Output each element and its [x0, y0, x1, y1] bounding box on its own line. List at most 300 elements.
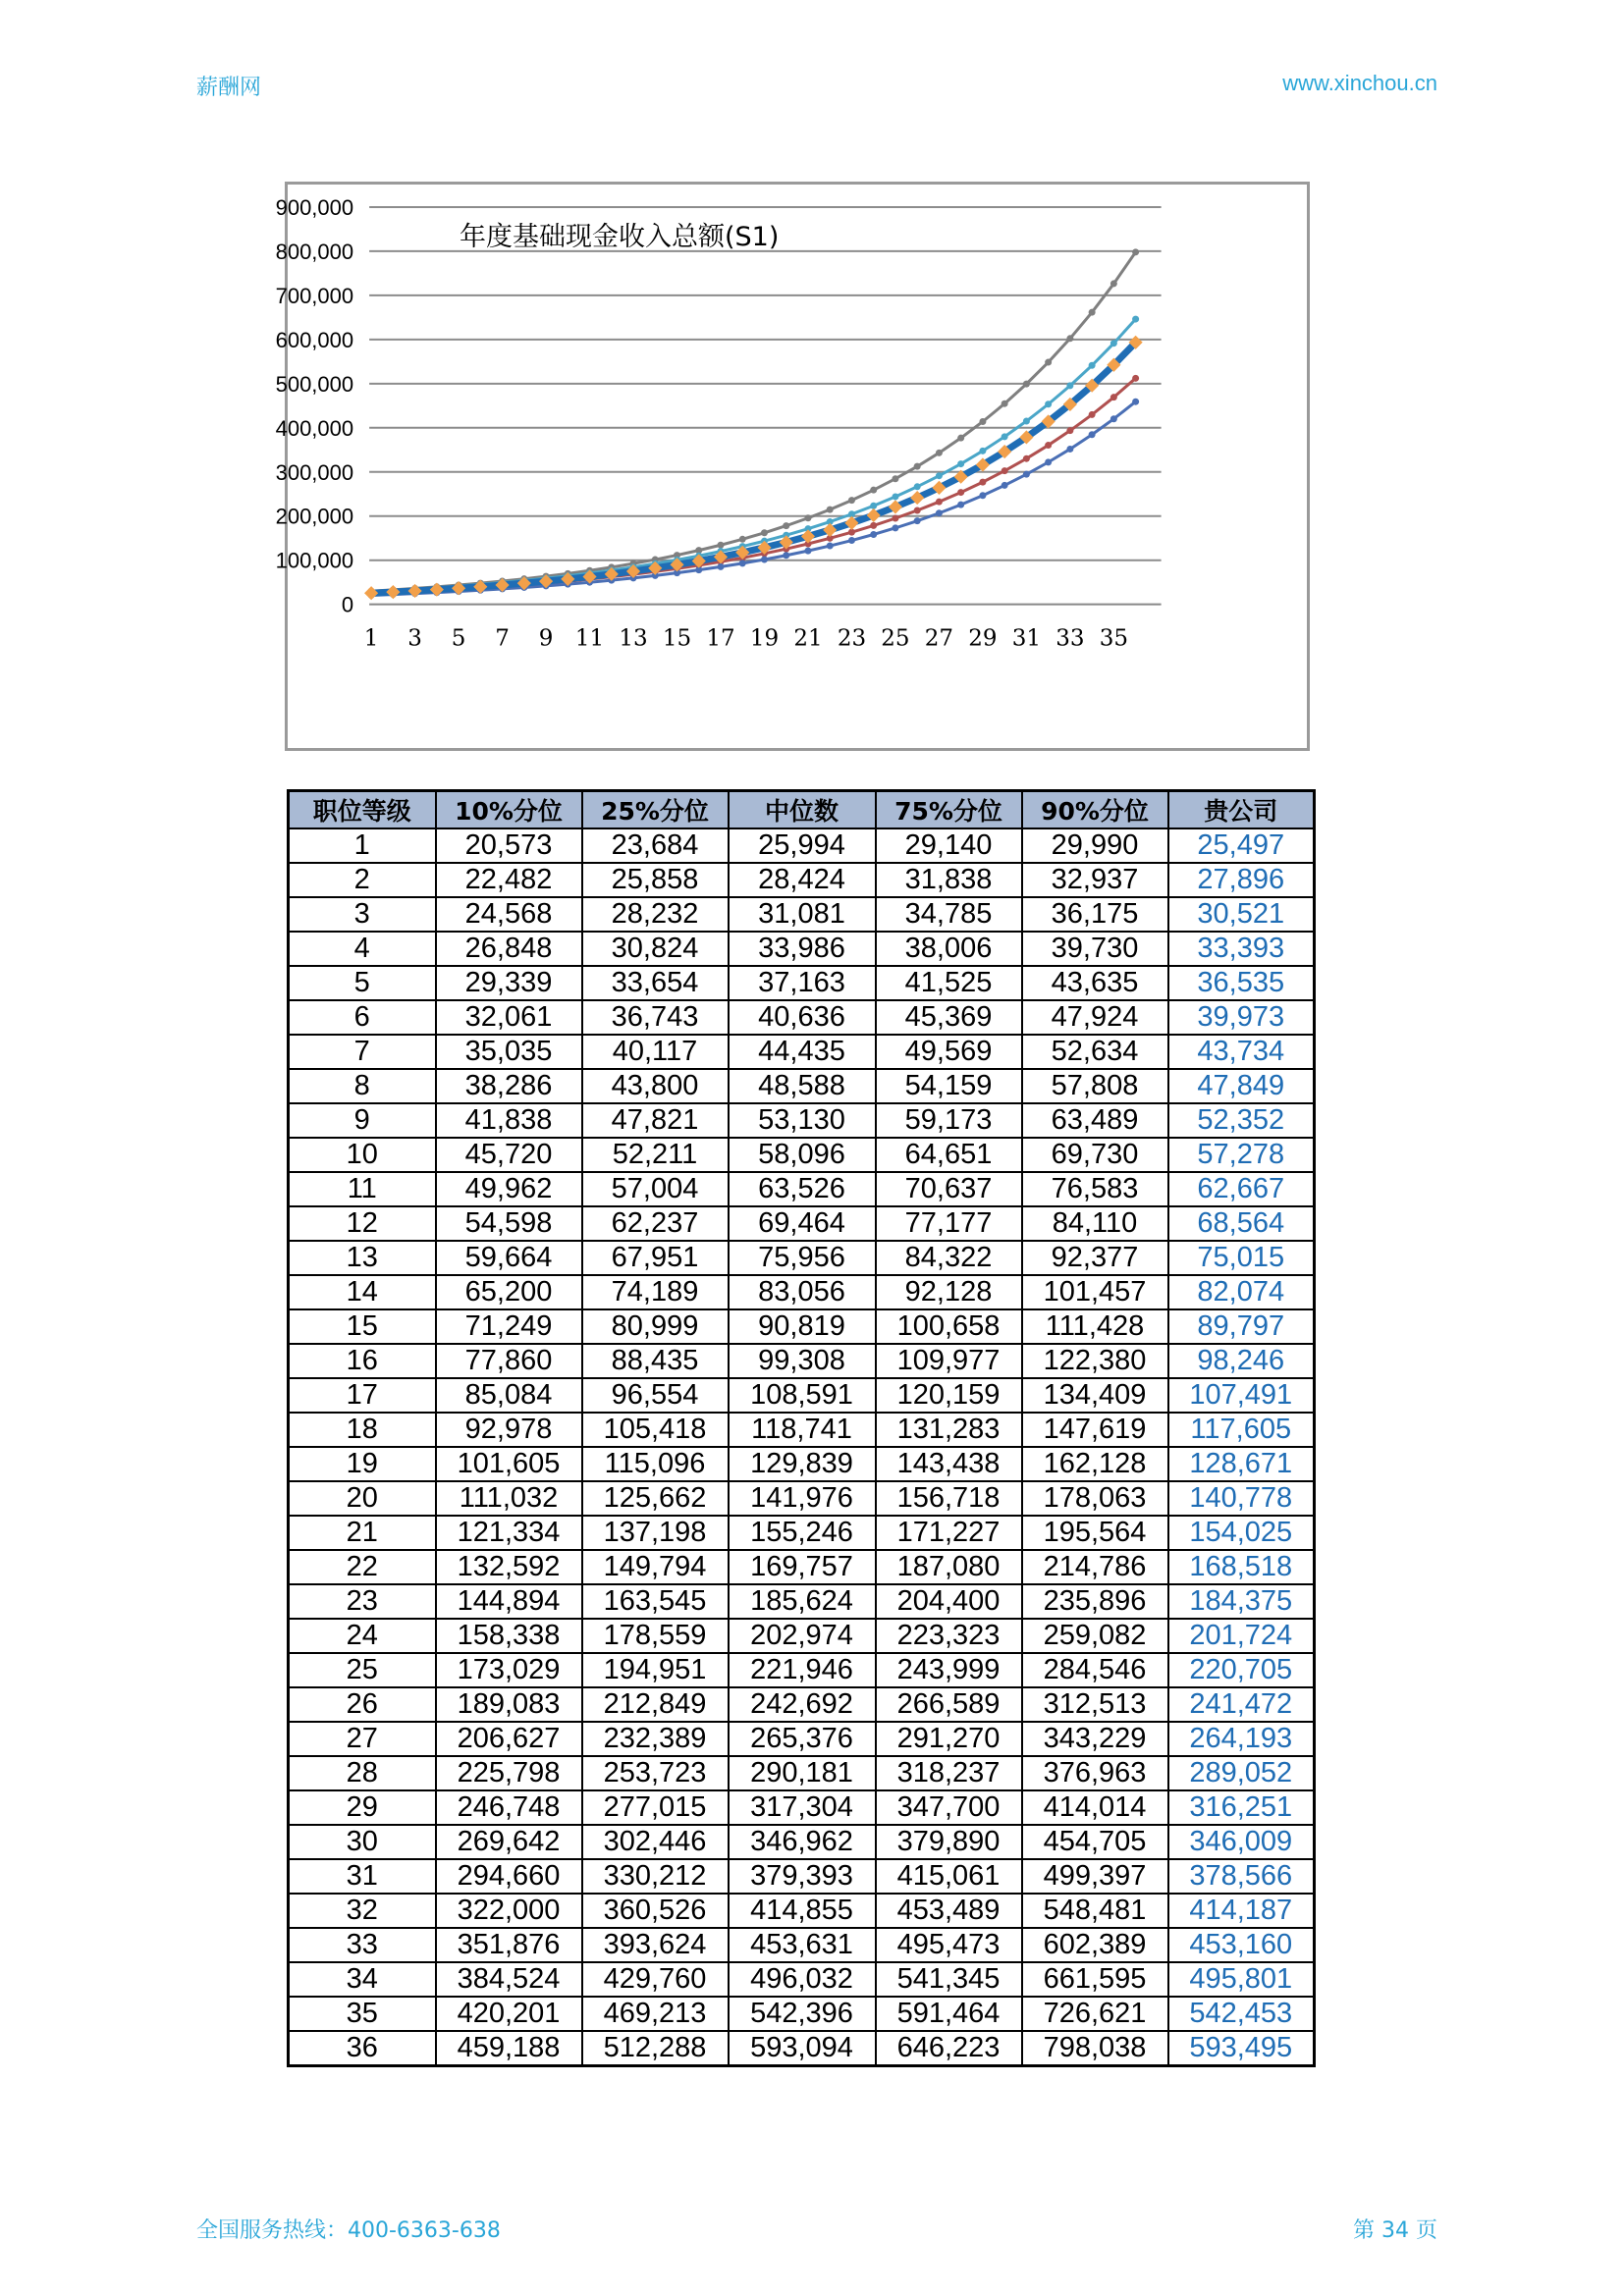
table-cell: 75,956 [729, 1241, 876, 1275]
site-url[interactable]: www.xinchou.cn [1282, 71, 1437, 95]
data-point-p10 [1110, 415, 1117, 422]
table-cell: 40,117 [582, 1035, 729, 1069]
table-cell: 1 [289, 828, 436, 863]
table-cell: 25,994 [729, 828, 876, 863]
table-cell: 128,671 [1168, 1447, 1315, 1481]
table-row [289, 1035, 1315, 1069]
table-cell: 54,159 [876, 1069, 1022, 1103]
table-cell: 45,369 [876, 1000, 1022, 1035]
table-cell: 155,246 [729, 1516, 876, 1550]
table-cell: 10 [289, 1138, 436, 1172]
table-cell: 22 [289, 1550, 436, 1584]
table-cell: 158,338 [436, 1619, 582, 1653]
table-cell: 34,785 [876, 897, 1022, 932]
table-cell: 317,304 [729, 1790, 876, 1825]
column-header: 75%分位 [876, 791, 1022, 829]
table-row [289, 1241, 1315, 1275]
table-cell: 57,808 [1022, 1069, 1168, 1103]
table-cell: 542,453 [1168, 1997, 1315, 2031]
table-cell: 194,951 [582, 1653, 729, 1687]
table-cell: 33 [289, 1928, 436, 1962]
table-cell: 195,564 [1022, 1516, 1168, 1550]
y-tick-label: 0 [341, 592, 354, 617]
table-row [289, 1275, 1315, 1309]
table-cell: 101,605 [436, 1447, 582, 1481]
table-cell: 14 [289, 1275, 436, 1309]
table-cell: 125,662 [582, 1481, 729, 1516]
table-row [289, 1206, 1315, 1241]
table-cell: 59,664 [436, 1241, 582, 1275]
table-row [289, 1653, 1315, 1687]
data-point-p75 [1023, 418, 1030, 425]
table-cell: 28,424 [729, 863, 876, 897]
table-cell: 62,237 [582, 1206, 729, 1241]
data-point-p90 [936, 450, 943, 456]
table-cell: 12 [289, 1206, 436, 1241]
table-cell: 31,838 [876, 863, 1022, 897]
table-cell: 156,718 [876, 1481, 1022, 1516]
data-point-p90 [783, 522, 789, 529]
data-point-p10 [914, 517, 921, 524]
table-cell: 36 [289, 2031, 436, 2066]
table-cell: 121,334 [436, 1516, 582, 1550]
data-point-company [386, 585, 400, 599]
table-row [289, 1138, 1315, 1172]
table-cell: 68,564 [1168, 1206, 1315, 1241]
y-tick-label: 500,000 [275, 371, 354, 397]
table-cell: 202,974 [729, 1619, 876, 1653]
table-cell: 214,786 [1022, 1550, 1168, 1584]
x-tick-label: 35 [1099, 625, 1129, 652]
table-cell: 49,569 [876, 1035, 1022, 1069]
table-cell: 265,376 [729, 1722, 876, 1756]
data-point-p25 [892, 515, 898, 522]
table-cell: 64,651 [876, 1138, 1022, 1172]
table-cell: 134,409 [1022, 1378, 1168, 1413]
data-point-p90 [804, 514, 811, 521]
table-cell: 726,621 [1022, 1997, 1168, 2031]
table-row [289, 1825, 1315, 1859]
table-cell: 593,094 [729, 2031, 876, 2066]
table-cell: 171,227 [876, 1516, 1022, 1550]
table-row [289, 1997, 1315, 2031]
table-cell: 54,598 [436, 1206, 582, 1241]
table-row [289, 1619, 1315, 1653]
table-cell: 206,627 [436, 1722, 582, 1756]
salary-table [287, 789, 1316, 2067]
table-cell: 291,270 [876, 1722, 1022, 1756]
table-row [289, 1069, 1315, 1103]
data-point-p25 [1110, 394, 1117, 400]
data-point-p25 [1001, 467, 1008, 474]
table-cell: 36,743 [582, 1000, 729, 1035]
table-cell: 269,642 [436, 1825, 582, 1859]
table-cell: 132,592 [436, 1550, 582, 1584]
table-cell: 144,894 [436, 1584, 582, 1619]
table-cell: 34 [289, 1962, 436, 1997]
table-cell: 15 [289, 1309, 436, 1344]
data-point-company [430, 583, 444, 597]
table-cell: 330,212 [582, 1859, 729, 1894]
table-cell: 26,848 [436, 932, 582, 966]
table-cell: 53,130 [729, 1103, 876, 1138]
table-cell: 32,937 [1022, 863, 1168, 897]
table-row [289, 1756, 1315, 1790]
table-cell: 40,636 [729, 1000, 876, 1035]
table-cell: 20 [289, 1481, 436, 1516]
table-header-row [289, 791, 1315, 829]
table-cell: 246,748 [436, 1790, 582, 1825]
data-point-p75 [979, 448, 986, 454]
table-cell: 420,201 [436, 1997, 582, 2031]
table-cell: 284,546 [1022, 1653, 1168, 1687]
table-cell: 593,495 [1168, 2031, 1315, 2066]
data-point-p10 [870, 531, 877, 538]
table-cell: 212,849 [582, 1687, 729, 1722]
table-cell: 602,389 [1022, 1928, 1168, 1962]
table-cell: 120,159 [876, 1378, 1022, 1413]
table-cell: 83,056 [729, 1275, 876, 1309]
table-cell: 360,526 [582, 1894, 729, 1928]
table-cell: 23 [289, 1584, 436, 1619]
y-tick-label: 800,000 [275, 239, 354, 264]
table-cell: 5 [289, 966, 436, 1000]
table-cell: 264,193 [1168, 1722, 1315, 1756]
data-point-p10 [804, 548, 811, 555]
table-cell: 318,237 [876, 1756, 1022, 1790]
table-cell: 343,229 [1022, 1722, 1168, 1756]
chart-title: 年度基础现金收入总额(S1) [460, 222, 780, 252]
table-cell: 47,821 [582, 1103, 729, 1138]
y-tick-label: 200,000 [275, 504, 354, 529]
table-cell: 28,232 [582, 897, 729, 932]
table-cell: 90,819 [729, 1309, 876, 1344]
table-cell: 17 [289, 1378, 436, 1413]
table-cell: 414,014 [1022, 1790, 1168, 1825]
table-cell: 22,482 [436, 863, 582, 897]
data-point-p90 [761, 529, 768, 536]
income-chart [275, 182, 1310, 751]
table-cell: 454,705 [1022, 1825, 1168, 1859]
data-point-p75 [870, 503, 877, 509]
table-cell: 38,286 [436, 1069, 582, 1103]
table-cell: 18 [289, 1413, 436, 1447]
table-cell: 11 [289, 1172, 436, 1206]
table-cell: 204,400 [876, 1584, 1022, 1619]
table-cell: 52,352 [1168, 1103, 1315, 1138]
data-point-p90 [1110, 280, 1117, 287]
table-cell: 63,489 [1022, 1103, 1168, 1138]
data-point-p10 [827, 543, 834, 550]
data-point-p90 [718, 542, 725, 549]
table-row [289, 966, 1315, 1000]
table-cell: 35 [289, 1997, 436, 2031]
column-header: 职位等级 [289, 791, 436, 829]
y-tick-label: 300,000 [275, 459, 354, 485]
table-cell: 143,438 [876, 1447, 1022, 1481]
table-cell: 111,428 [1022, 1309, 1168, 1344]
table-row [289, 897, 1315, 932]
table-cell: 65,200 [436, 1275, 582, 1309]
table-cell: 57,278 [1168, 1138, 1315, 1172]
y-tick-label: 600,000 [275, 327, 354, 352]
table-cell: 16 [289, 1344, 436, 1378]
table-cell: 76,583 [1022, 1172, 1168, 1206]
table-cell: 2 [289, 863, 436, 897]
y-tick-label: 900,000 [275, 194, 354, 220]
table-cell: 221,946 [729, 1653, 876, 1687]
table-cell: 30,521 [1168, 897, 1315, 932]
table-row [289, 863, 1315, 897]
table-cell: 118,741 [729, 1413, 876, 1447]
table-cell: 798,038 [1022, 2031, 1168, 2066]
table-cell: 453,631 [729, 1928, 876, 1962]
table-cell: 96,554 [582, 1378, 729, 1413]
table-cell: 496,032 [729, 1962, 876, 1997]
table-cell: 414,855 [729, 1894, 876, 1928]
table-cell: 591,464 [876, 1997, 1022, 2031]
table-cell: 253,723 [582, 1756, 729, 1790]
data-point-p90 [979, 418, 986, 425]
table-cell: 3 [289, 897, 436, 932]
data-point-company [364, 586, 378, 600]
service-hotline: 全国服务热线：400-6363-638 [196, 2218, 501, 2243]
data-point-p90 [1023, 381, 1030, 388]
data-point-p10 [848, 537, 855, 544]
table-row [289, 1928, 1315, 1962]
table-cell: 542,396 [729, 1997, 876, 2031]
table-cell: 646,223 [876, 2031, 1022, 2066]
table-cell: 453,160 [1168, 1928, 1315, 1962]
table-cell: 162,128 [1022, 1447, 1168, 1481]
table-cell: 41,838 [436, 1103, 582, 1138]
x-tick-label: 11 [574, 625, 605, 652]
data-point-p90 [914, 463, 921, 470]
table-cell: 453,489 [876, 1894, 1022, 1928]
page-number: 第 34 页 [1353, 2218, 1437, 2243]
table-row [289, 1516, 1315, 1550]
table-cell: 541,345 [876, 1962, 1022, 1997]
data-point-p10 [892, 524, 898, 531]
table-cell: 185,624 [729, 1584, 876, 1619]
table-cell: 84,110 [1022, 1206, 1168, 1241]
table-cell: 39,973 [1168, 1000, 1315, 1035]
table-row [289, 932, 1315, 966]
table-cell: 290,181 [729, 1756, 876, 1790]
table-cell: 312,513 [1022, 1687, 1168, 1722]
data-point-p75 [957, 460, 964, 467]
table-row [289, 828, 1315, 863]
table-cell: 33,393 [1168, 932, 1315, 966]
table-cell: 48,588 [729, 1069, 876, 1103]
table-cell: 347,700 [876, 1790, 1022, 1825]
series-line-p90 [371, 252, 1136, 591]
data-point-p10 [718, 563, 725, 570]
table-cell: 220,705 [1168, 1653, 1315, 1687]
data-point-p90 [827, 507, 834, 513]
table-cell: 32 [289, 1894, 436, 1928]
data-point-p75 [1132, 316, 1139, 323]
table-cell: 429,760 [582, 1962, 729, 1997]
table-cell: 242,692 [729, 1687, 876, 1722]
x-tick-label: 1 [363, 625, 379, 652]
table-cell: 105,418 [582, 1413, 729, 1447]
table-cell: 8 [289, 1069, 436, 1103]
data-point-p25 [870, 522, 877, 529]
x-tick-label: 17 [706, 625, 735, 652]
table-cell: 82,074 [1168, 1275, 1315, 1309]
table-cell: 289,052 [1168, 1756, 1315, 1790]
table-cell: 140,778 [1168, 1481, 1315, 1516]
data-point-p75 [1045, 400, 1052, 407]
table-cell: 316,251 [1168, 1790, 1315, 1825]
table-cell: 376,963 [1022, 1756, 1168, 1790]
table-cell: 32,061 [436, 1000, 582, 1035]
table-cell: 52,634 [1022, 1035, 1168, 1069]
data-point-p10 [979, 492, 986, 499]
table-cell: 241,472 [1168, 1687, 1315, 1722]
table-cell: 70,637 [876, 1172, 1022, 1206]
data-point-p75 [1089, 362, 1096, 369]
table-row [289, 1962, 1315, 1997]
x-tick-label: 29 [968, 625, 998, 652]
table-row [289, 1584, 1315, 1619]
table-cell: 63,526 [729, 1172, 876, 1206]
table-cell: 173,029 [436, 1653, 582, 1687]
table-cell: 43,734 [1168, 1035, 1315, 1069]
table-cell: 495,473 [876, 1928, 1022, 1962]
table-cell: 169,757 [729, 1550, 876, 1584]
table-cell: 9 [289, 1103, 436, 1138]
table-cell: 92,377 [1022, 1241, 1168, 1275]
table-cell: 163,545 [582, 1584, 729, 1619]
data-point-p75 [1066, 382, 1073, 389]
data-point-p75 [1001, 433, 1008, 440]
table-cell: 101,457 [1022, 1275, 1168, 1309]
data-point-p10 [1132, 399, 1139, 405]
table-cell: 469,213 [582, 1997, 729, 2031]
table-cell: 243,999 [876, 1653, 1022, 1687]
table-cell: 20,573 [436, 828, 582, 863]
table-cell: 31 [289, 1859, 436, 1894]
table-cell: 88,435 [582, 1344, 729, 1378]
data-point-p90 [848, 497, 855, 504]
table-cell: 27 [289, 1722, 436, 1756]
data-point-p25 [1045, 442, 1052, 449]
table-cell: 109,977 [876, 1344, 1022, 1378]
site-name: 薪酬网 [196, 76, 262, 100]
table-cell: 26 [289, 1687, 436, 1722]
data-point-p90 [1001, 400, 1008, 407]
table-cell: 49,962 [436, 1172, 582, 1206]
table-cell: 28 [289, 1756, 436, 1790]
data-point-p90 [892, 475, 898, 482]
table-cell: 266,589 [876, 1687, 1022, 1722]
x-tick-label: 31 [1011, 625, 1042, 652]
x-tick-label: 9 [538, 625, 554, 652]
table-cell: 379,393 [729, 1859, 876, 1894]
table-row [289, 1722, 1315, 1756]
table-cell: 225,798 [436, 1756, 582, 1790]
data-point-p90 [1089, 309, 1096, 316]
data-point-p75 [914, 483, 921, 490]
table-cell: 495,801 [1168, 1962, 1315, 1997]
column-header: 90%分位 [1022, 791, 1168, 829]
x-tick-label: 13 [619, 625, 648, 652]
x-tick-label: 3 [407, 625, 422, 652]
table-cell: 99,308 [729, 1344, 876, 1378]
x-tick-label: 7 [495, 625, 510, 652]
table-cell: 548,481 [1022, 1894, 1168, 1928]
table-cell: 33,654 [582, 966, 729, 1000]
table-cell: 41,525 [876, 966, 1022, 1000]
table-cell: 69,464 [729, 1206, 876, 1241]
data-point-p90 [957, 435, 964, 442]
data-point-p25 [1132, 375, 1139, 382]
table-cell: 77,860 [436, 1344, 582, 1378]
table-cell: 59,173 [876, 1103, 1022, 1138]
table-cell: 351,876 [436, 1928, 582, 1962]
table-cell: 393,624 [582, 1928, 729, 1962]
table-row [289, 1344, 1315, 1378]
table-cell: 184,375 [1168, 1584, 1315, 1619]
table-cell: 147,619 [1022, 1413, 1168, 1447]
x-tick-label: 27 [924, 625, 954, 652]
series-line-p10 [371, 401, 1136, 595]
data-point-p25 [957, 489, 964, 496]
table-cell: 29,990 [1022, 828, 1168, 863]
table-cell: 111,032 [436, 1481, 582, 1516]
table-cell: 117,605 [1168, 1413, 1315, 1447]
table-cell: 71,249 [436, 1309, 582, 1344]
table-cell: 189,083 [436, 1687, 582, 1722]
table-cell: 178,063 [1022, 1481, 1168, 1516]
table-cell: 89,797 [1168, 1309, 1315, 1344]
data-point-p10 [1023, 471, 1030, 478]
table-row [289, 1790, 1315, 1825]
table-cell: 187,080 [876, 1550, 1022, 1584]
table-cell: 85,084 [436, 1378, 582, 1413]
table-cell: 378,566 [1168, 1859, 1315, 1894]
table-cell: 33,986 [729, 932, 876, 966]
table-row [289, 1103, 1315, 1138]
column-header: 10%分位 [436, 791, 582, 829]
table-cell: 302,446 [582, 1825, 729, 1859]
table-row [289, 1687, 1315, 1722]
data-point-p25 [979, 479, 986, 486]
data-point-p10 [936, 509, 943, 516]
table-row [289, 1172, 1315, 1206]
table-cell: 277,015 [582, 1790, 729, 1825]
table-cell: 67,951 [582, 1241, 729, 1275]
table-cell: 21 [289, 1516, 436, 1550]
table-cell: 259,082 [1022, 1619, 1168, 1653]
data-point-p90 [1066, 335, 1073, 342]
column-header: 中位数 [729, 791, 876, 829]
table-cell: 31,081 [729, 897, 876, 932]
data-point-p10 [761, 556, 768, 562]
table-cell: 100,658 [876, 1309, 1022, 1344]
table-cell: 499,397 [1022, 1859, 1168, 1894]
table-cell: 25,858 [582, 863, 729, 897]
table-cell: 98,246 [1168, 1344, 1315, 1378]
y-tick-label: 100,000 [275, 548, 354, 573]
x-tick-label: 21 [793, 625, 823, 652]
table-cell: 346,009 [1168, 1825, 1315, 1859]
table-cell: 322,000 [436, 1894, 582, 1928]
table-row [289, 1481, 1315, 1516]
table-cell: 19 [289, 1447, 436, 1481]
